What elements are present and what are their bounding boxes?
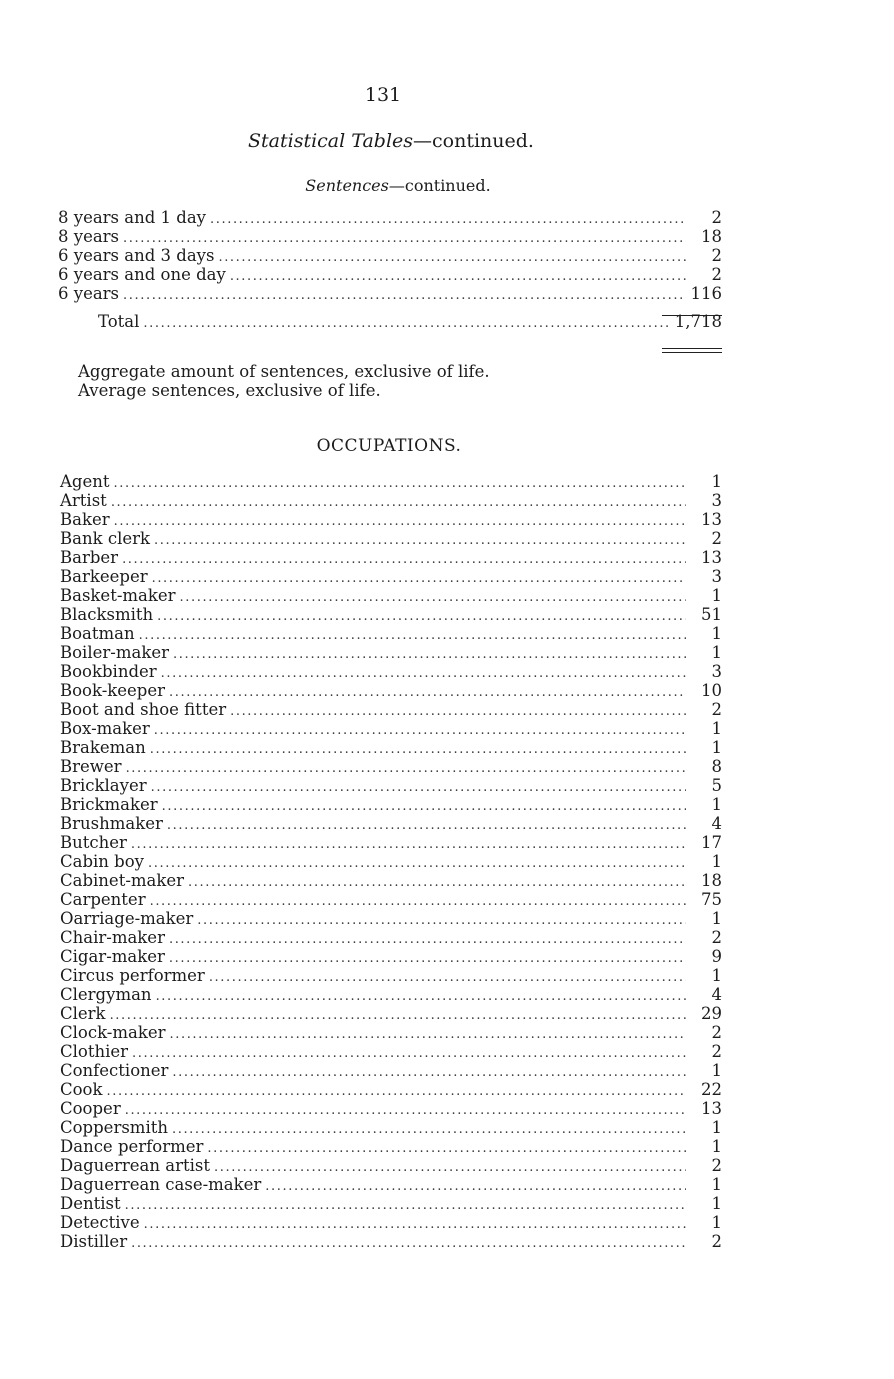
occupation-row-label: Brickmaker — [60, 795, 158, 814]
occupation-row-label: Artist — [60, 491, 107, 510]
leader-dots — [150, 740, 686, 759]
section-subheading — [0, 176, 796, 195]
leader-dots — [125, 1196, 686, 1215]
leader-dots — [152, 569, 686, 588]
occupation-row-label: Distiller — [60, 1232, 128, 1251]
sentence-row-label: 6 years and one day — [58, 265, 226, 284]
leader-dots — [170, 1025, 687, 1044]
leader-dots — [156, 987, 686, 1006]
occupation-row — [60, 871, 722, 890]
occupation-row-count: 1 — [711, 719, 722, 738]
occupation-row-label: Brakeman — [60, 738, 146, 757]
leader-dots — [207, 1139, 686, 1158]
leader-dots — [180, 588, 686, 607]
occupation-row-label: Blacksmith — [60, 605, 154, 624]
occupation-row-count: 13 — [701, 510, 722, 529]
occupation-row — [60, 1023, 722, 1042]
occupation-row-count: 29 — [701, 1004, 722, 1023]
leader-dots — [154, 531, 686, 550]
leader-dots — [162, 797, 686, 816]
leader-dots — [169, 949, 686, 968]
leader-dots — [230, 267, 686, 286]
occupation-row — [60, 529, 722, 548]
occupation-row-label: Barkeeper — [60, 567, 148, 586]
occupation-row-label: Coppersmith — [60, 1118, 168, 1137]
occupation-row-label: Bricklayer — [60, 776, 147, 795]
leader-dots — [144, 1215, 686, 1234]
occupation-row — [60, 833, 722, 852]
sentence-row — [58, 284, 722, 303]
leader-dots — [132, 1044, 686, 1063]
leader-dots — [265, 1177, 686, 1196]
leader-dots — [214, 1158, 686, 1177]
occupation-row — [60, 985, 722, 1004]
occupation-row-count: 1 — [711, 1175, 722, 1194]
aggregate-note: Aggregate amount of sentences, exclusive of life. — [78, 362, 490, 381]
occupation-row-label: Daguerrean case-maker — [60, 1175, 262, 1194]
occupation-row — [60, 1118, 722, 1137]
occupation-row — [60, 757, 722, 776]
occupation-row-count: 1 — [711, 1118, 722, 1137]
occupation-row-label: Box-maker — [60, 719, 150, 738]
leader-dots — [167, 816, 686, 835]
occupation-row-label: Baker — [60, 510, 110, 529]
occupation-row-label: Bookbinder — [60, 662, 157, 681]
occupation-row — [60, 510, 722, 529]
average-note: Average sentences, exclusive of life. — [78, 381, 381, 400]
leader-dots — [131, 835, 686, 854]
subheading-italic: Sentences — [305, 176, 389, 195]
sentences-list — [58, 208, 722, 303]
leader-dots — [169, 683, 686, 702]
occupation-row-count: 5 — [711, 776, 722, 795]
total-label: Total — [98, 312, 140, 331]
occupation-row — [60, 1175, 722, 1194]
occupation-row — [60, 738, 722, 757]
leader-dots — [110, 1006, 686, 1025]
leader-dots — [126, 759, 686, 778]
occupation-row-count: 4 — [711, 814, 722, 833]
occupation-row-count: 2 — [711, 529, 722, 548]
occupation-row — [60, 586, 722, 605]
occupation-row-label: Cabinet-maker — [60, 871, 185, 890]
occupation-row-count: 1 — [711, 1137, 722, 1156]
occupation-row — [60, 1004, 722, 1023]
occupation-row-count: 75 — [701, 890, 722, 909]
occupation-row-label: Oarriage-maker — [60, 909, 194, 928]
occupation-row — [60, 1232, 722, 1251]
occupation-row — [60, 662, 722, 681]
leader-dots — [123, 286, 684, 305]
sentence-row-label: 8 years — [58, 227, 120, 246]
leader-dots — [197, 911, 686, 930]
sentence-row-count: 2 — [711, 246, 722, 265]
leader-dots — [154, 721, 686, 740]
occupation-row-label: Agent — [60, 472, 110, 491]
sentence-row — [58, 265, 722, 284]
occupation-row — [60, 1099, 722, 1118]
occupation-row-count: 8 — [711, 757, 722, 776]
leader-dots — [172, 1063, 686, 1082]
occupation-row — [60, 548, 722, 567]
sentence-row-label: 6 years and 3 days — [58, 246, 215, 265]
leader-dots — [125, 1101, 686, 1120]
occupation-row-label: Cabin boy — [60, 852, 144, 871]
occupation-row — [60, 776, 722, 795]
sentence-row-count: 116 — [690, 284, 722, 303]
occupation-row-count: 1 — [711, 852, 722, 871]
occupation-row — [60, 491, 722, 510]
occupation-row-label: Boatman — [60, 624, 135, 643]
occupation-row-label: Bank clerk — [60, 529, 151, 548]
occupation-row-count: 1 — [711, 966, 722, 985]
occupation-row — [60, 1213, 722, 1232]
leader-dots — [161, 664, 686, 683]
occupation-row-label: Basket-maker — [60, 586, 176, 605]
leader-dots — [150, 892, 686, 911]
occupation-row — [60, 1156, 722, 1175]
occupation-row-count: 3 — [711, 491, 722, 510]
occupation-row — [60, 814, 722, 833]
leader-dots — [139, 626, 686, 645]
occupation-row-count: 1 — [711, 1061, 722, 1080]
occupation-row-count: 1 — [711, 624, 722, 643]
occupation-row — [60, 1080, 722, 1099]
occupation-row — [60, 966, 722, 985]
heading-continued: —continued. — [413, 130, 534, 152]
sentence-row — [58, 208, 722, 227]
leader-dots — [114, 474, 687, 493]
occupation-row — [60, 681, 722, 700]
occupation-row-label: Barber — [60, 548, 119, 567]
leader-dots — [143, 314, 668, 333]
occupation-row-count: 9 — [711, 947, 722, 966]
occupation-row — [60, 928, 722, 947]
occupation-row — [60, 624, 722, 643]
occupation-row-count: 3 — [711, 662, 722, 681]
occupation-row-count: 18 — [701, 871, 722, 890]
occupation-row-label: Book-keeper — [60, 681, 166, 700]
occupation-row-label: Confectioner — [60, 1061, 169, 1080]
occupation-row-count: 1 — [711, 586, 722, 605]
occupation-row-count: 4 — [711, 985, 722, 1004]
leader-dots — [111, 493, 686, 512]
leader-dots — [114, 512, 686, 531]
total-block — [58, 312, 722, 331]
occupation-row-label: Daguerrean artist — [60, 1156, 210, 1175]
occupation-row — [60, 1042, 722, 1061]
occupation-row — [60, 947, 722, 966]
sentence-row-count: 18 — [701, 227, 722, 246]
occupation-row — [60, 909, 722, 928]
occupation-row — [60, 605, 722, 624]
leader-dots — [148, 854, 686, 873]
occupation-row — [60, 852, 722, 871]
occupation-row — [60, 1194, 722, 1213]
leader-dots — [151, 778, 686, 797]
occupations-title: OCCUPATIONS. — [316, 436, 462, 456]
occupation-row — [60, 700, 722, 719]
leader-dots — [210, 210, 686, 229]
occupation-row-label: Cook — [60, 1080, 103, 1099]
occupation-row-count: 1 — [711, 1213, 722, 1232]
occupations-list — [60, 472, 722, 1251]
occupation-row-label: Butcher — [60, 833, 127, 852]
page-number: 131 — [364, 84, 402, 106]
occupation-row-label: Boot and shoe fitter — [60, 700, 227, 719]
occupation-row — [60, 643, 722, 662]
sentence-row-label: 8 years and 1 day — [58, 208, 207, 227]
occupation-row-count: 22 — [701, 1080, 722, 1099]
occupation-row-label: Chair-maker — [60, 928, 165, 947]
sentence-row — [58, 227, 722, 246]
occupation-row-count: 2 — [711, 1042, 722, 1061]
page-heading — [0, 130, 782, 152]
occupation-row-label: Cigar-maker — [60, 947, 165, 966]
total-rule-double — [662, 348, 722, 353]
occupation-row-label: Clock-maker — [60, 1023, 166, 1042]
occupation-row — [60, 472, 722, 491]
leader-dots — [107, 1082, 687, 1101]
sentence-row-label: 6 years — [58, 284, 120, 303]
leader-dots — [218, 248, 686, 267]
occupation-row — [60, 795, 722, 814]
occupation-row-count: 51 — [701, 605, 722, 624]
occupation-row-count: 3 — [711, 567, 722, 586]
occupation-row-label: Circus performer — [60, 966, 205, 985]
sentence-row — [58, 246, 722, 265]
occupation-row-label: Carpenter — [60, 890, 146, 909]
leader-dots — [173, 645, 686, 664]
occupation-row-count: 13 — [701, 548, 722, 567]
occupation-row — [60, 1137, 722, 1156]
sentence-row-count: 2 — [711, 265, 722, 284]
occupation-row-label: Clerk — [60, 1004, 106, 1023]
occupation-row-count: 2 — [711, 1232, 722, 1251]
total-value: 1,718 — [674, 312, 722, 331]
occupation-row-label: Clergyman — [60, 985, 152, 1004]
occupation-row-count: 1 — [711, 1194, 722, 1213]
occupation-row-label: Brushmaker — [60, 814, 163, 833]
occupation-row-count: 1 — [711, 643, 722, 662]
occupation-row-label: Cooper — [60, 1099, 121, 1118]
subheading-continued: —continued. — [388, 176, 491, 195]
occupation-row-count: 2 — [711, 928, 722, 947]
leader-dots — [172, 1120, 686, 1139]
leader-dots — [157, 607, 686, 626]
occupation-row-label: Dance performer — [60, 1137, 204, 1156]
occupation-row-count: 2 — [711, 1156, 722, 1175]
occupation-row-count: 1 — [711, 738, 722, 757]
heading-italic: Statistical Tables — [248, 130, 414, 152]
total-row — [58, 312, 722, 331]
occupation-row-label: Clothier — [60, 1042, 129, 1061]
occupation-row-count: 17 — [701, 833, 722, 852]
occupation-row-count: 2 — [711, 700, 722, 719]
occupation-row-count: 13 — [701, 1099, 722, 1118]
occupation-row — [60, 890, 722, 909]
occupation-row-count: 1 — [711, 472, 722, 491]
leader-dots — [188, 873, 686, 892]
occupation-row-label: Dentist — [60, 1194, 121, 1213]
occupation-row-count: 1 — [711, 909, 722, 928]
occupation-row — [60, 567, 722, 586]
leader-dots — [131, 1234, 686, 1253]
occupation-row-label: Boiler-maker — [60, 643, 169, 662]
occupation-row-count: 1 — [711, 795, 722, 814]
occupation-row-label: Detective — [60, 1213, 140, 1232]
occupation-row-count: 2 — [711, 1023, 722, 1042]
occupation-row — [60, 1061, 722, 1080]
leader-dots — [230, 702, 686, 721]
leader-dots — [169, 930, 686, 949]
sentence-row-count: 2 — [711, 208, 722, 227]
leader-dots — [209, 968, 686, 987]
occupation-row-count: 10 — [701, 681, 722, 700]
occupation-row — [60, 719, 722, 738]
leader-dots — [122, 550, 686, 569]
occupation-row-label: Brewer — [60, 757, 122, 776]
